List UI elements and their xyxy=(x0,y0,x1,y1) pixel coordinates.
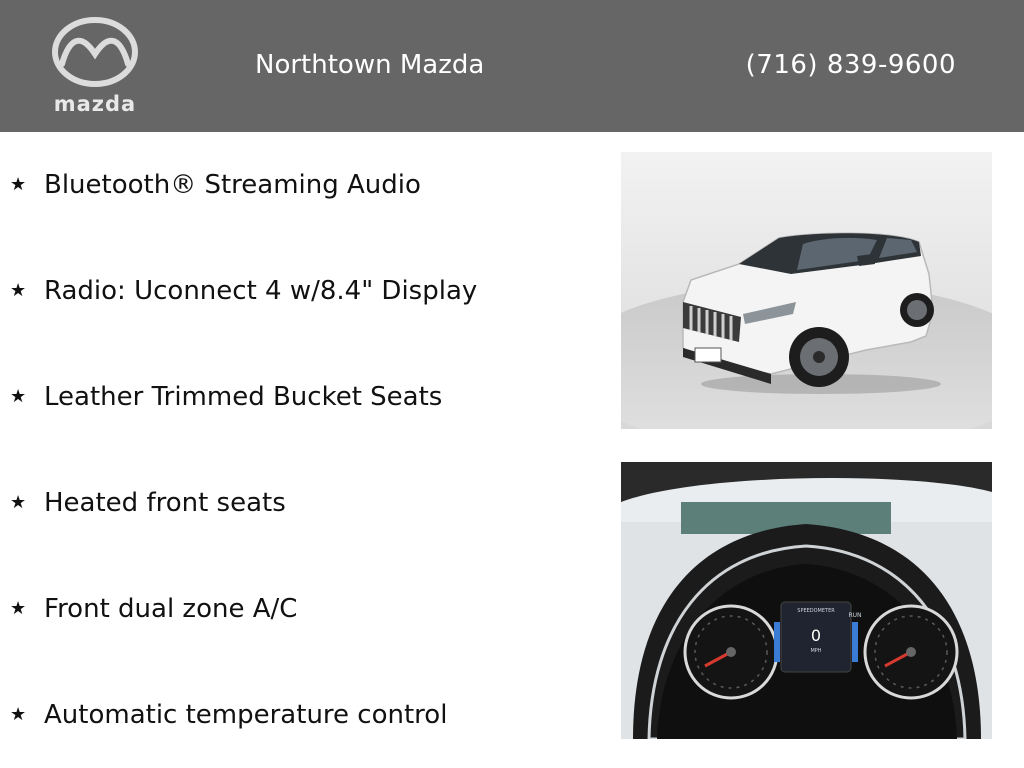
vehicle-photo[interactable] xyxy=(621,152,992,429)
white-suv-photo xyxy=(621,152,992,429)
feature-item xyxy=(10,584,297,634)
star-icon: ★ xyxy=(10,598,27,619)
mazda-logo-icon xyxy=(40,14,150,92)
feature-label: Automatic temperature control xyxy=(44,700,448,730)
feature-item xyxy=(10,690,447,740)
feature-label: Leather Trimmed Bucket Seats xyxy=(44,382,443,412)
feature-item xyxy=(10,478,286,528)
feature-label: Radio: Uconnect 4 w/8.4" Display xyxy=(44,276,478,306)
cluster-screen-label: SPEEDOMETER xyxy=(797,608,835,614)
cluster-speed-unit: MPH xyxy=(810,648,822,654)
cluster-speed-value: 0 xyxy=(810,626,822,645)
feature-label: Heated front seats xyxy=(44,488,286,518)
dealer-name: Northtown Mazda xyxy=(255,50,485,80)
dealer-phone[interactable]: (716) 839-9600 xyxy=(745,50,956,80)
feature-label: Bluetooth® Streaming Audio xyxy=(44,170,421,200)
star-icon: ★ xyxy=(10,280,27,301)
dealer-header xyxy=(0,0,1024,132)
instrument-cluster-photo xyxy=(621,462,992,739)
star-icon: ★ xyxy=(10,174,27,195)
star-icon: ★ xyxy=(10,492,27,513)
cluster-gear: RUN xyxy=(848,612,862,619)
mazda-logo[interactable] xyxy=(40,14,150,118)
star-icon: ★ xyxy=(10,386,27,407)
feature-item xyxy=(10,160,421,210)
feature-item xyxy=(10,372,442,422)
feature-item xyxy=(10,266,477,316)
dashboard-photo[interactable] xyxy=(621,462,992,739)
feature-label: Front dual zone A/C xyxy=(44,594,298,624)
star-icon: ★ xyxy=(10,704,27,725)
logo-wordmark: mazda xyxy=(53,92,137,116)
